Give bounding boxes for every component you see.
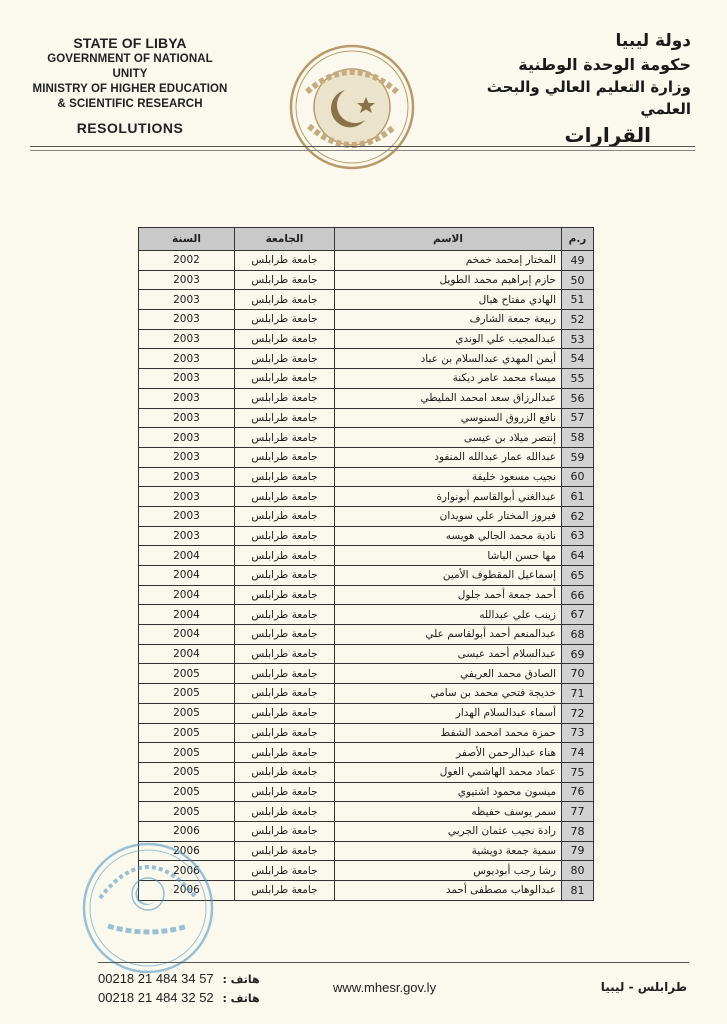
footer-phones — [98, 970, 260, 1008]
cell-name: أيمن المهدي عبدالسلام بن عباد — [335, 349, 562, 369]
cell-university: جامعة طرابلس — [235, 487, 335, 507]
header-en-resolutions: RESOLUTIONS — [76, 120, 184, 136]
cell-number: 69 — [562, 644, 594, 664]
table-header-row — [139, 228, 594, 251]
cell-number: 60 — [562, 467, 594, 487]
header-ar-ministry: وزارة التعليم العالي والبحث العلمي — [486, 78, 691, 118]
cell-year: 2003 — [139, 526, 235, 546]
cell-year: 2006 — [139, 861, 235, 881]
cell-name: هناء عبدالرحمن الأصفر — [335, 743, 562, 763]
cell-year: 2004 — [139, 644, 235, 664]
cell-number: 65 — [562, 566, 594, 586]
cell-year: 2004 — [139, 625, 235, 645]
footer-website-link[interactable]: www.mhesr.gov.ly — [333, 980, 437, 995]
official-stamp-icon — [78, 838, 218, 978]
table-row — [139, 428, 594, 448]
table-row — [139, 585, 594, 605]
ministry-seal-icon — [287, 42, 417, 172]
cell-year: 2005 — [139, 703, 235, 723]
header-year: السنة — [139, 228, 235, 251]
table-row — [139, 782, 594, 802]
cell-university: جامعة طرابلس — [235, 566, 335, 586]
cell-number: 56 — [562, 388, 594, 408]
cell-university: جامعة طرابلس — [235, 664, 335, 684]
cell-university: جامعة طرابلس — [235, 388, 335, 408]
phone-label-2: هاتف : — [222, 992, 260, 1005]
header-name: الاسم — [335, 228, 562, 251]
cell-number: 66 — [562, 585, 594, 605]
cell-university: جامعة طرابلس — [235, 743, 335, 763]
cell-university: جامعة طرابلس — [235, 329, 335, 349]
table-row — [139, 526, 594, 546]
header-divider — [30, 146, 695, 147]
table-row — [139, 506, 594, 526]
cell-university: جامعة طرابلس — [235, 447, 335, 467]
cell-number: 73 — [562, 723, 594, 743]
cell-name: مها حسن الباشا — [335, 546, 562, 566]
cell-year: 2003 — [139, 487, 235, 507]
header-ar-resolutions: القرارات — [564, 123, 651, 147]
cell-university: جامعة طرابلس — [235, 349, 335, 369]
cell-year: 2005 — [139, 762, 235, 782]
table-row — [139, 625, 594, 645]
cell-name: حازم إبراهيم محمد الطويل — [335, 270, 562, 290]
cell-name: ميسون محمود اشتيوي — [335, 782, 562, 802]
cell-university: جامعة طرابلس — [235, 290, 335, 310]
table-row — [139, 684, 594, 704]
cell-number: 81 — [562, 881, 594, 901]
cell-number: 53 — [562, 329, 594, 349]
names-table-wrapper — [138, 227, 593, 901]
cell-year: 2005 — [139, 782, 235, 802]
table-row — [139, 408, 594, 428]
cell-university: جامعة طرابلس — [235, 723, 335, 743]
cell-university: جامعة طرابلس — [235, 861, 335, 881]
cell-number: 71 — [562, 684, 594, 704]
cell-university: جامعة طرابلس — [235, 310, 335, 330]
table-row — [139, 369, 594, 389]
cell-university: جامعة طرابلس — [235, 408, 335, 428]
cell-name: ميساء محمد عامر ديكنة — [335, 369, 562, 389]
header-english — [30, 34, 230, 136]
cell-number: 51 — [562, 290, 594, 310]
cell-university: جامعة طرابلس — [235, 369, 335, 389]
cell-number: 67 — [562, 605, 594, 625]
table-row — [139, 664, 594, 684]
cell-university: جامعة طرابلس — [235, 526, 335, 546]
cell-name: خديجة فتحي محمد بن سامي — [335, 684, 562, 704]
cell-number: 79 — [562, 841, 594, 861]
cell-year: 2006 — [139, 881, 235, 901]
cell-university: جامعة طرابلس — [235, 270, 335, 290]
cell-university: جامعة طرابلس — [235, 546, 335, 566]
cell-name: أحمد جمعة أحمد جلول — [335, 585, 562, 605]
cell-name: الهادي مفتاح هبال — [335, 290, 562, 310]
cell-university: جامعة طرابلس — [235, 467, 335, 487]
cell-name: نجيب مسعود خليفة — [335, 467, 562, 487]
cell-university: جامعة طرابلس — [235, 625, 335, 645]
table-row — [139, 605, 594, 625]
cell-name: رشا رجب أبوديوس — [335, 861, 562, 881]
table-row — [139, 349, 594, 369]
cell-number: 55 — [562, 369, 594, 389]
header-en-government: GOVERNMENT OF NATIONAL UNITY — [47, 53, 213, 80]
cell-year: 2003 — [139, 506, 235, 526]
cell-number: 75 — [562, 762, 594, 782]
cell-name: الصادق محمد العريفي — [335, 664, 562, 684]
cell-university: جامعة طرابلس — [235, 644, 335, 664]
cell-name: فيروز المختار علي سويدان — [335, 506, 562, 526]
cell-number: 52 — [562, 310, 594, 330]
cell-name: عبدالغني أبوالقاسم أبونوارة — [335, 487, 562, 507]
cell-year: 2004 — [139, 605, 235, 625]
phone-line-2 — [98, 989, 260, 1008]
cell-year: 2003 — [139, 270, 235, 290]
cell-name: عماد محمد الهاشمي الغول — [335, 762, 562, 782]
cell-year: 2003 — [139, 388, 235, 408]
table-row — [139, 487, 594, 507]
cell-university: جامعة طرابلس — [235, 684, 335, 704]
names-table — [138, 227, 594, 901]
cell-university: جامعة طرابلس — [235, 585, 335, 605]
cell-name: عبدالمنعم أحمد أبولقاسم علي — [335, 625, 562, 645]
cell-year: 2005 — [139, 684, 235, 704]
phone-number-1: 00218 21 484 34 57 — [98, 971, 214, 986]
table-row — [139, 447, 594, 467]
footer-city: طرابلس - ليبيا — [600, 980, 687, 994]
table-row — [139, 290, 594, 310]
cell-number: 78 — [562, 821, 594, 841]
cell-year: 2003 — [139, 408, 235, 428]
cell-name: إسماعيل المقطوف الأمين — [335, 566, 562, 586]
table-row — [139, 762, 594, 782]
cell-year: 2005 — [139, 664, 235, 684]
cell-year: 2005 — [139, 723, 235, 743]
footer-divider — [98, 962, 689, 963]
table-row — [139, 270, 594, 290]
cell-name: سمية جمعة دويشية — [335, 841, 562, 861]
table-row — [139, 703, 594, 723]
cell-university: جامعة طرابلس — [235, 703, 335, 723]
phone-number-2: 00218 21 484 32 52 — [98, 990, 214, 1005]
cell-number: 80 — [562, 861, 594, 881]
table-row — [139, 644, 594, 664]
cell-university: جامعة طرابلس — [235, 782, 335, 802]
cell-university: جامعة طرابلس — [235, 762, 335, 782]
cell-number: 70 — [562, 664, 594, 684]
cell-number: 63 — [562, 526, 594, 546]
cell-name: عبدالوهاب مصطفى أحمد — [335, 881, 562, 901]
table-row — [139, 329, 594, 349]
cell-year: 2004 — [139, 585, 235, 605]
cell-number: 68 — [562, 625, 594, 645]
footer — [0, 968, 727, 1018]
cell-year: 2003 — [139, 447, 235, 467]
cell-university: جامعة طرابلس — [235, 605, 335, 625]
cell-year: 2005 — [139, 802, 235, 822]
cell-number: 77 — [562, 802, 594, 822]
cell-year: 2006 — [139, 821, 235, 841]
cell-number: 50 — [562, 270, 594, 290]
cell-name: المختار إمحمد خمخم — [335, 251, 562, 271]
cell-year: 2003 — [139, 290, 235, 310]
cell-number: 64 — [562, 546, 594, 566]
cell-university: جامعة طرابلس — [235, 428, 335, 448]
cell-name: زينب علي عبدالله — [335, 605, 562, 625]
cell-name: سمر يوسف حفيظه — [335, 802, 562, 822]
table-row — [139, 310, 594, 330]
cell-number: 61 — [562, 487, 594, 507]
cell-name: عبدالله عمار عبدالله المنفود — [335, 447, 562, 467]
cell-university: جامعة طرابلس — [235, 881, 335, 901]
cell-year: 2004 — [139, 546, 235, 566]
header-en-research: & SCIENTIFIC RESEARCH — [57, 98, 203, 110]
header-ar-state: دولة ليبيا — [615, 31, 691, 51]
table-row — [139, 467, 594, 487]
cell-year: 2003 — [139, 310, 235, 330]
cell-university: جامعة طرابلس — [235, 251, 335, 271]
header-en-state: STATE OF LIBYA — [73, 35, 187, 51]
cell-year: 2002 — [139, 251, 235, 271]
cell-number: 58 — [562, 428, 594, 448]
table-row — [139, 388, 594, 408]
cell-university: جامعة طرابلس — [235, 821, 335, 841]
header-number: ر.م — [562, 228, 594, 251]
cell-name: رادة نجيب عثمان الجربي — [335, 821, 562, 841]
cell-name: نادية محمد الجالي هويسه — [335, 526, 562, 546]
cell-year: 2003 — [139, 467, 235, 487]
cell-name: نافع الزروق السنوسي — [335, 408, 562, 428]
table-row — [139, 546, 594, 566]
cell-year: 2003 — [139, 428, 235, 448]
table-body — [139, 251, 594, 901]
cell-year: 2003 — [139, 349, 235, 369]
cell-name: حمزة محمد امحمد الشفط — [335, 723, 562, 743]
cell-number: 54 — [562, 349, 594, 369]
table-row — [139, 251, 594, 271]
cell-year: 2005 — [139, 743, 235, 763]
cell-university: جامعة طرابلس — [235, 506, 335, 526]
header-university: الجامعة — [235, 228, 335, 251]
cell-name: عبدالمجيب علي الوندي — [335, 329, 562, 349]
phone-line-1 — [98, 970, 260, 989]
table-row — [139, 723, 594, 743]
cell-name: أسماء عبدالسلام الهدار — [335, 703, 562, 723]
cell-name: عبدالرزاق سعد امحمد المليطي — [335, 388, 562, 408]
header-en-ministry: MINISTRY OF HIGHER EDUCATION — [32, 83, 228, 95]
cell-number: 57 — [562, 408, 594, 428]
cell-university: جامعة طرابلس — [235, 802, 335, 822]
table-row — [139, 802, 594, 822]
table-row — [139, 743, 594, 763]
cell-number: 49 — [562, 251, 594, 271]
cell-name: إنتصر ميلاد بن عيسى — [335, 428, 562, 448]
cell-name: عبدالسلام أحمد عيسى — [335, 644, 562, 664]
table-row — [139, 566, 594, 586]
cell-year: 2004 — [139, 566, 235, 586]
cell-university: جامعة طرابلس — [235, 841, 335, 861]
cell-number: 62 — [562, 506, 594, 526]
phone-label-1: هاتف : — [222, 973, 260, 986]
cell-year: 2006 — [139, 841, 235, 861]
header-ar-government: حكومة الوحدة الوطنية — [518, 55, 691, 74]
cell-name: ربيعة جمعة الشارف — [335, 310, 562, 330]
cell-number: 72 — [562, 703, 594, 723]
cell-year: 2003 — [139, 329, 235, 349]
cell-year: 2003 — [139, 369, 235, 389]
header-arabic — [441, 30, 691, 150]
cell-number: 74 — [562, 743, 594, 763]
cell-number: 76 — [562, 782, 594, 802]
cell-number: 59 — [562, 447, 594, 467]
header-divider-thin — [30, 150, 695, 151]
